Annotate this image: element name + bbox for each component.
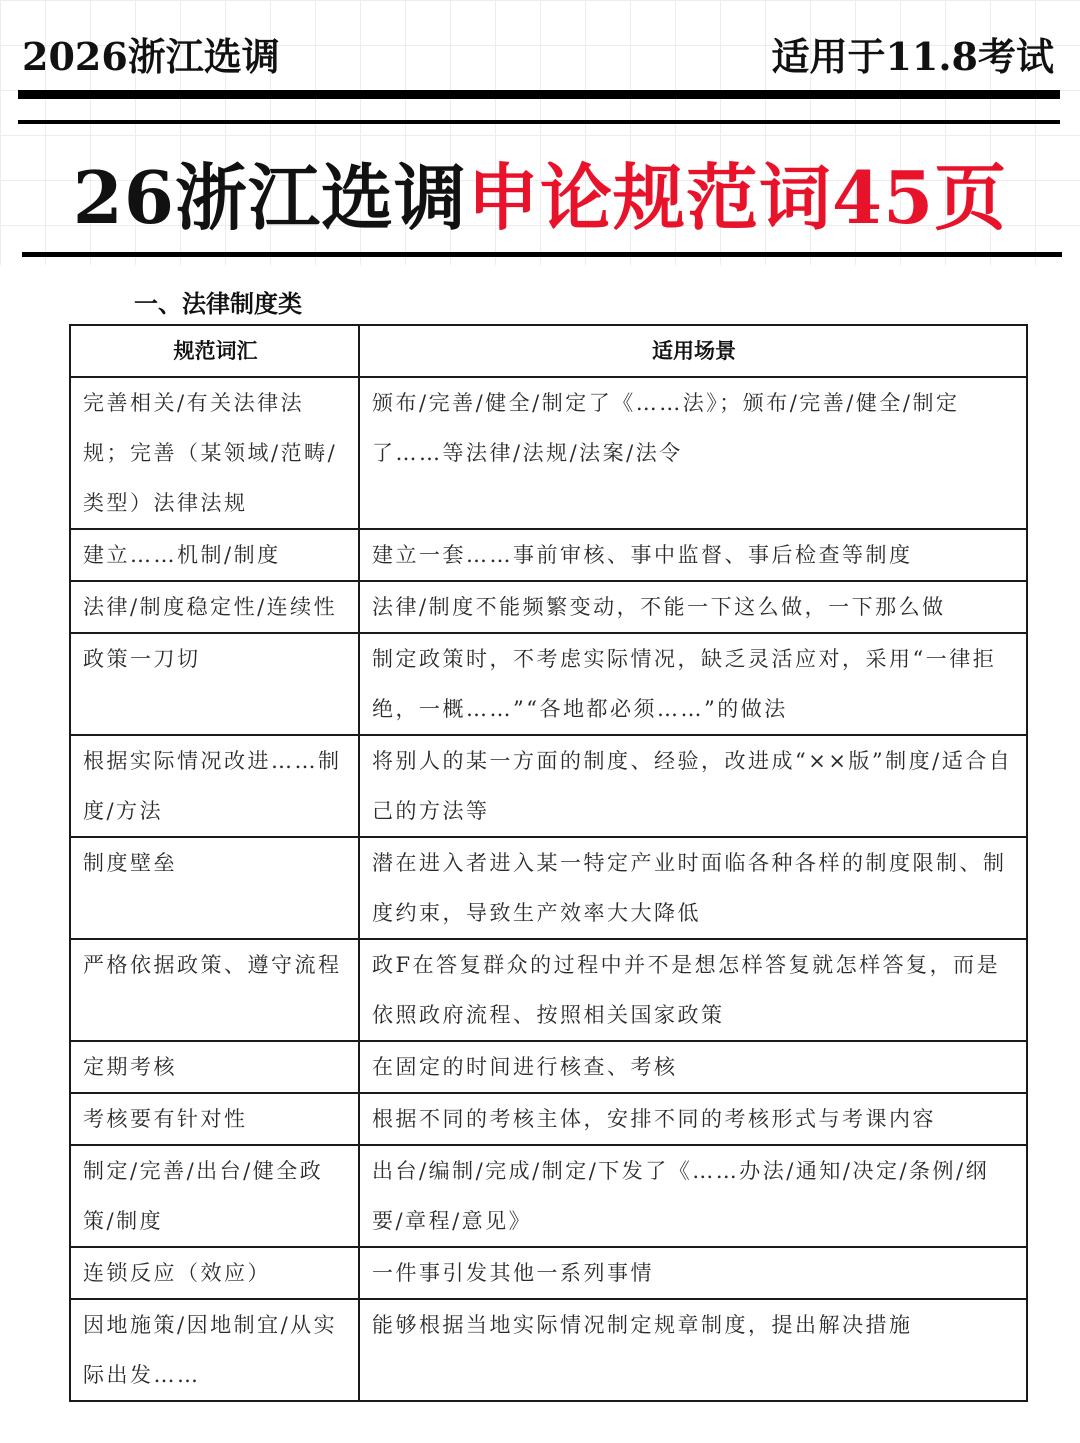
usage-cell: 将别人的某一方面的制度、经验，改进成“××版”制度/适合自己的方法等 <box>359 735 1027 837</box>
title-red-part: 申论规范词45页 <box>467 155 1008 240</box>
term-cell: 连锁反应（效应） <box>70 1247 359 1299</box>
table-row <box>70 837 1027 939</box>
term-cell: 政策一刀切 <box>70 633 359 735</box>
term-cell: 根据实际情况改进……制度/方法 <box>70 735 359 837</box>
usage-cell: 颁布/完善/健全/制定了《……法》；颁布/完善/健全/制定了……等法律/法规/法案/法令 <box>359 377 1027 529</box>
table-row <box>70 529 1027 581</box>
term-cell: 因地施策/因地制宜/从实际出发…… <box>70 1299 359 1401</box>
usage-cell: 能够根据当地实际情况制定规章制度，提出解决措施 <box>359 1299 1027 1401</box>
usage-cell: 在固定的时间进行核查、考核 <box>359 1041 1027 1093</box>
table-row <box>70 633 1027 735</box>
title-bottom-rule <box>22 252 1062 257</box>
usage-cell: 出台/编制/完成/制定/下发了《……办法/通知/决定/条例/纲要/章程/意见》 <box>359 1145 1027 1247</box>
table-header-row <box>70 325 1027 377</box>
usage-cell: 制定政策时，不考虑实际情况，缺乏灵活应对，采用“一律拒绝，一概……”“各地都必须……”的做法 <box>359 633 1027 735</box>
header-thin-rule <box>18 120 1060 124</box>
table-row <box>70 1093 1027 1145</box>
table-row <box>70 377 1027 529</box>
term-cell: 定期考核 <box>70 1041 359 1093</box>
table-row <box>70 939 1027 1041</box>
top-header <box>0 0 1080 92</box>
usage-cell: 潜在进入者进入某一特定产业时面临各种各样的制度限制、制度约束，导致生产效率大大降低 <box>359 837 1027 939</box>
table-row <box>70 1041 1027 1093</box>
term-cell: 完善相关/有关法律法规；完善（某领域/范畴/类型）法律法规 <box>70 377 359 529</box>
usage-cell: 一件事引发其他一系列事情 <box>359 1247 1027 1299</box>
table-row <box>70 735 1027 837</box>
header-left-text: 2026浙江选调 <box>22 34 280 79</box>
term-cell: 制定/完善/出台/健全政策/制度 <box>70 1145 359 1247</box>
table-row <box>70 1247 1027 1299</box>
header-thick-rule <box>18 90 1060 99</box>
term-cell: 建立……机制/制度 <box>70 529 359 581</box>
usage-cell: 法律/制度不能频繁变动，不能一下这么做，一下那么做 <box>359 581 1027 633</box>
usage-cell: 政F在答复群众的过程中并不是想怎样答复就怎样答复，而是依照政府流程、按照相关国家政策 <box>359 939 1027 1041</box>
usage-cell: 根据不同的考核主体，安排不同的考核形式与考课内容 <box>359 1093 1027 1145</box>
table-row <box>70 1145 1027 1247</box>
title-black-part: 26浙江选调 <box>72 155 467 240</box>
table-row <box>70 1299 1027 1401</box>
column-header-term: 规范词汇 <box>70 325 359 377</box>
vocabulary-table <box>69 324 1028 1402</box>
section-title: 一、法律制度类 <box>134 290 302 318</box>
page-title <box>0 140 1080 244</box>
term-cell: 法律/制度稳定性/连续性 <box>70 581 359 633</box>
term-cell: 严格依据政策、遵守流程 <box>70 939 359 1041</box>
usage-cell: 建立一套……事前审核、事中监督、事后检查等制度 <box>359 529 1027 581</box>
table-row <box>70 581 1027 633</box>
header-right-text: 适用于11.8考试 <box>771 34 1054 79</box>
term-cell: 考核要有针对性 <box>70 1093 359 1145</box>
column-header-usage: 适用场景 <box>359 325 1027 377</box>
term-cell: 制度壁垒 <box>70 837 359 939</box>
